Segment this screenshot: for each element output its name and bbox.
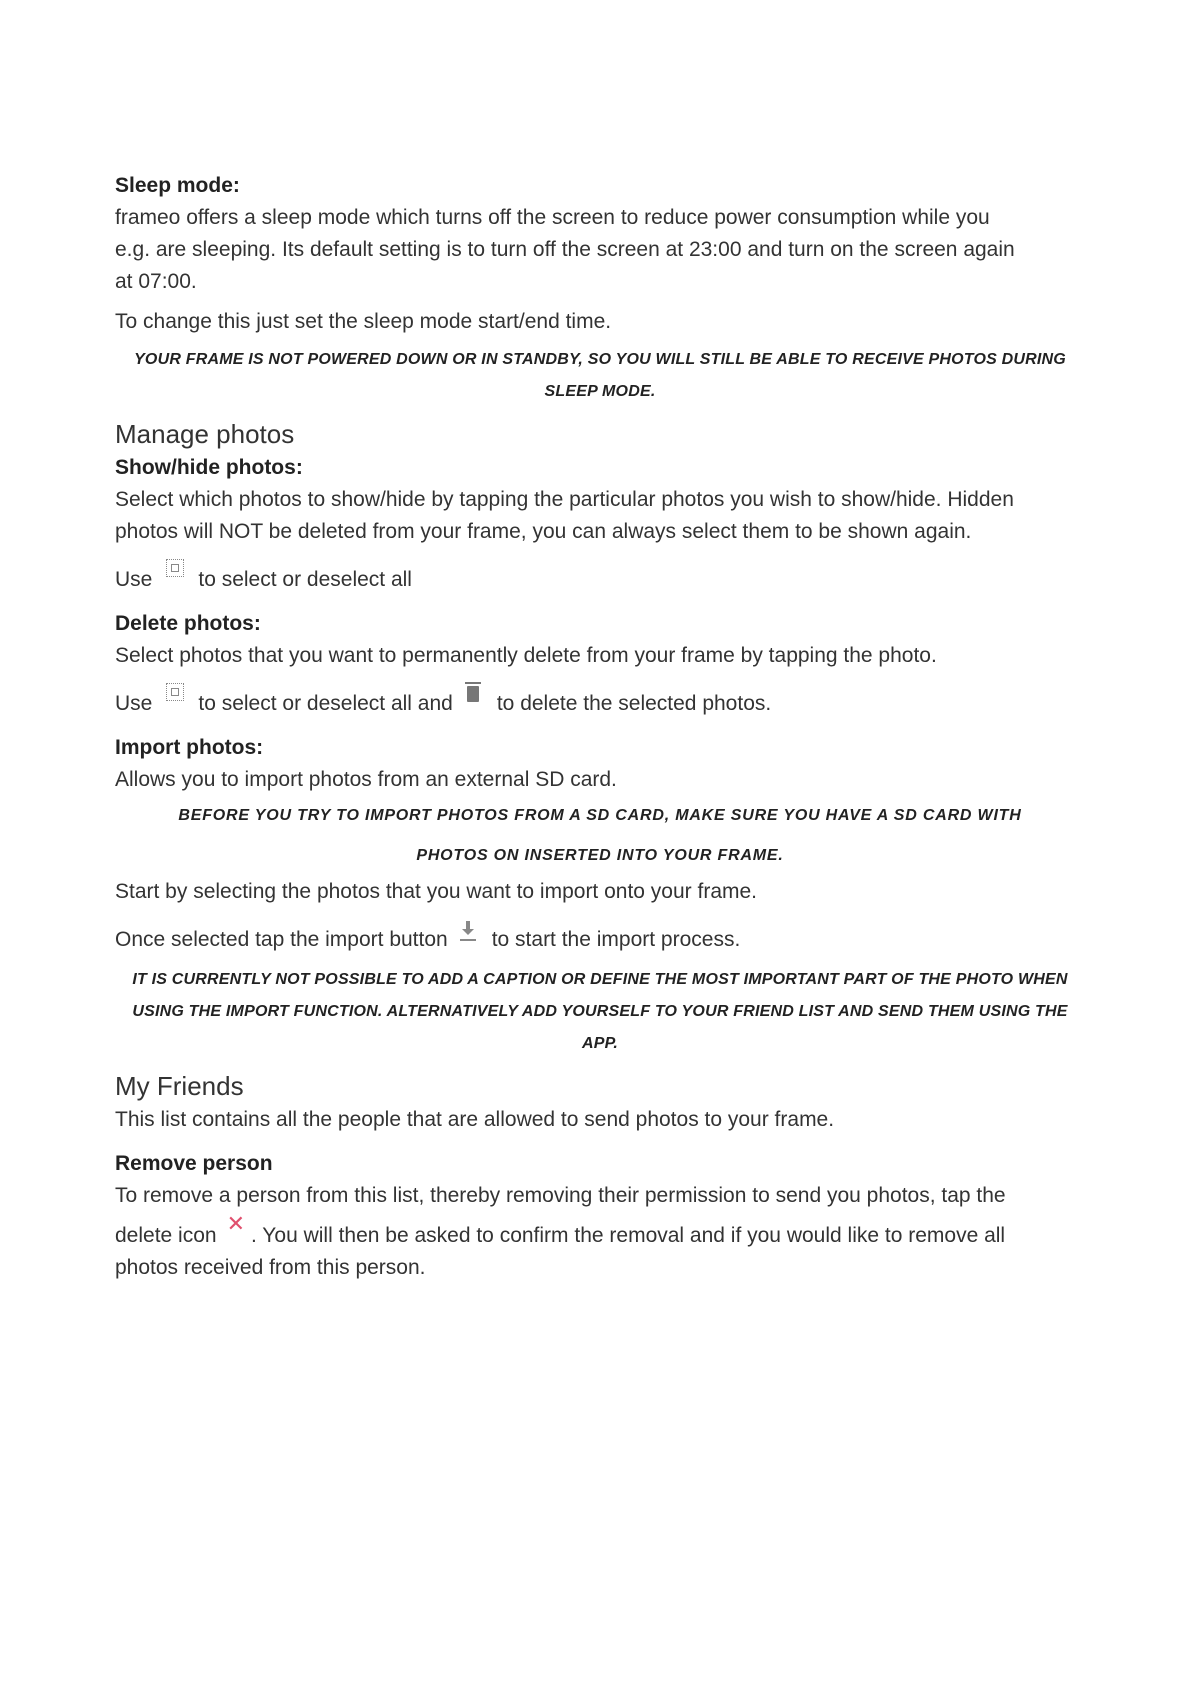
remove-line2-prefix: delete icon (115, 1224, 217, 1247)
sleep-note-line1: YOUR FRAME IS NOT POWERED DOWN OR IN STANDBY, SO YOU WILL STILL BE ABLE TO RECEIVE PHOTOS DURING (134, 351, 1066, 368)
remove-person-line2 (115, 1211, 1085, 1252)
sleep-para-line3: at 07:00. (115, 270, 197, 293)
select-all-icon (166, 683, 184, 701)
document-page (115, 170, 1085, 1284)
delete-use-suffix: to delete the selected photos. (496, 692, 772, 715)
my-friends-heading: My Friends (115, 1071, 244, 1101)
close-icon: ✕ (226, 1211, 246, 1236)
download-icon (460, 921, 476, 943)
show-use-prefix: Use (115, 568, 153, 591)
delete-use-prefix: Use (115, 692, 153, 715)
import-use-prefix: Once selected tap the import button (115, 928, 448, 951)
manage-photos-section (115, 416, 1085, 1060)
import-note-line1: BEFORE YOU TRY TO IMPORT PHOTOS FROM A SD CARD, MAKE SURE YOU HAVE A SD CARD WITH (178, 807, 1022, 824)
delete-use-line (115, 688, 1085, 720)
import-photos-line1: Allows you to import photos from an external SD card. (115, 768, 617, 791)
import-photos-line2: Start by selecting the photos that you want to import onto your frame. (115, 880, 758, 903)
sleep-change-text: To change this just set the sleep mode start/end time. (115, 310, 612, 333)
sleep-note-line2: SLEEP MODE. (544, 383, 656, 400)
delete-photos-line1: Select photos that you want to permanently delete from your frame by tapping the photo. (115, 644, 937, 667)
sleep-para-line1: frameo offers a sleep mode which turns off the screen to reduce power consumption while you (115, 206, 990, 229)
remove-person-heading: Remove person (115, 1152, 273, 1175)
remove-line2-suffix: . You will then be asked to confirm the removal and if you would like to remove all (251, 1224, 1006, 1247)
my-friends-line1: This list contains all the people that are allowed to send photos to your frame. (115, 1108, 835, 1131)
show-hide-line1: Select which photos to show/hide by tapping the particular photos you wish to show/hide. Hidden (115, 488, 1014, 511)
import-note-line2: PHOTOS ON INSERTED INTO YOUR FRAME. (416, 847, 784, 864)
select-all-icon (166, 559, 184, 577)
show-use-suffix: to select or deselect all (198, 568, 412, 591)
remove-person-line1: To remove a person from this list, thereby removing their permission to send you photos, tap the (115, 1184, 1006, 1207)
import-photos-heading: Import photos: (115, 736, 264, 759)
show-hide-use-line (115, 564, 1085, 596)
delete-use-mid: to select or deselect all and (198, 692, 453, 715)
caption-note-line2: USING THE IMPORT FUNCTION. ALTERNATIVELY ADD YOURSELF TO YOUR FRIEND LIST AND SEND THEM USING THE (132, 1003, 1068, 1020)
import-use-line (115, 924, 1085, 956)
caption-note-line1: IT IS CURRENTLY NOT POSSIBLE TO ADD A CAPTION OR DEFINE THE MOST IMPORTANT PART OF THE PHOTO WHEN (132, 971, 1068, 988)
sleep-mode-section (115, 170, 1085, 408)
import-use-suffix: to start the import process. (491, 928, 741, 951)
sleep-para-line2: e.g. are sleeping. Its default setting is to turn off the screen at 23:00 and turn on the screen again (115, 238, 1015, 261)
delete-photos-heading: Delete photos: (115, 612, 261, 635)
manage-photos-heading: Manage photos (115, 419, 295, 449)
my-friends-section (115, 1068, 1085, 1284)
show-hide-heading: Show/hide photos: (115, 456, 303, 479)
remove-person-line3: photos received from this person. (115, 1256, 426, 1279)
show-hide-line2: photos will NOT be deleted from your frame, you can always select them to be shown again. (115, 520, 972, 543)
trash-icon (467, 686, 479, 702)
caption-note-line3: APP. (581, 1035, 619, 1052)
sleep-mode-heading: Sleep mode: (115, 174, 240, 197)
